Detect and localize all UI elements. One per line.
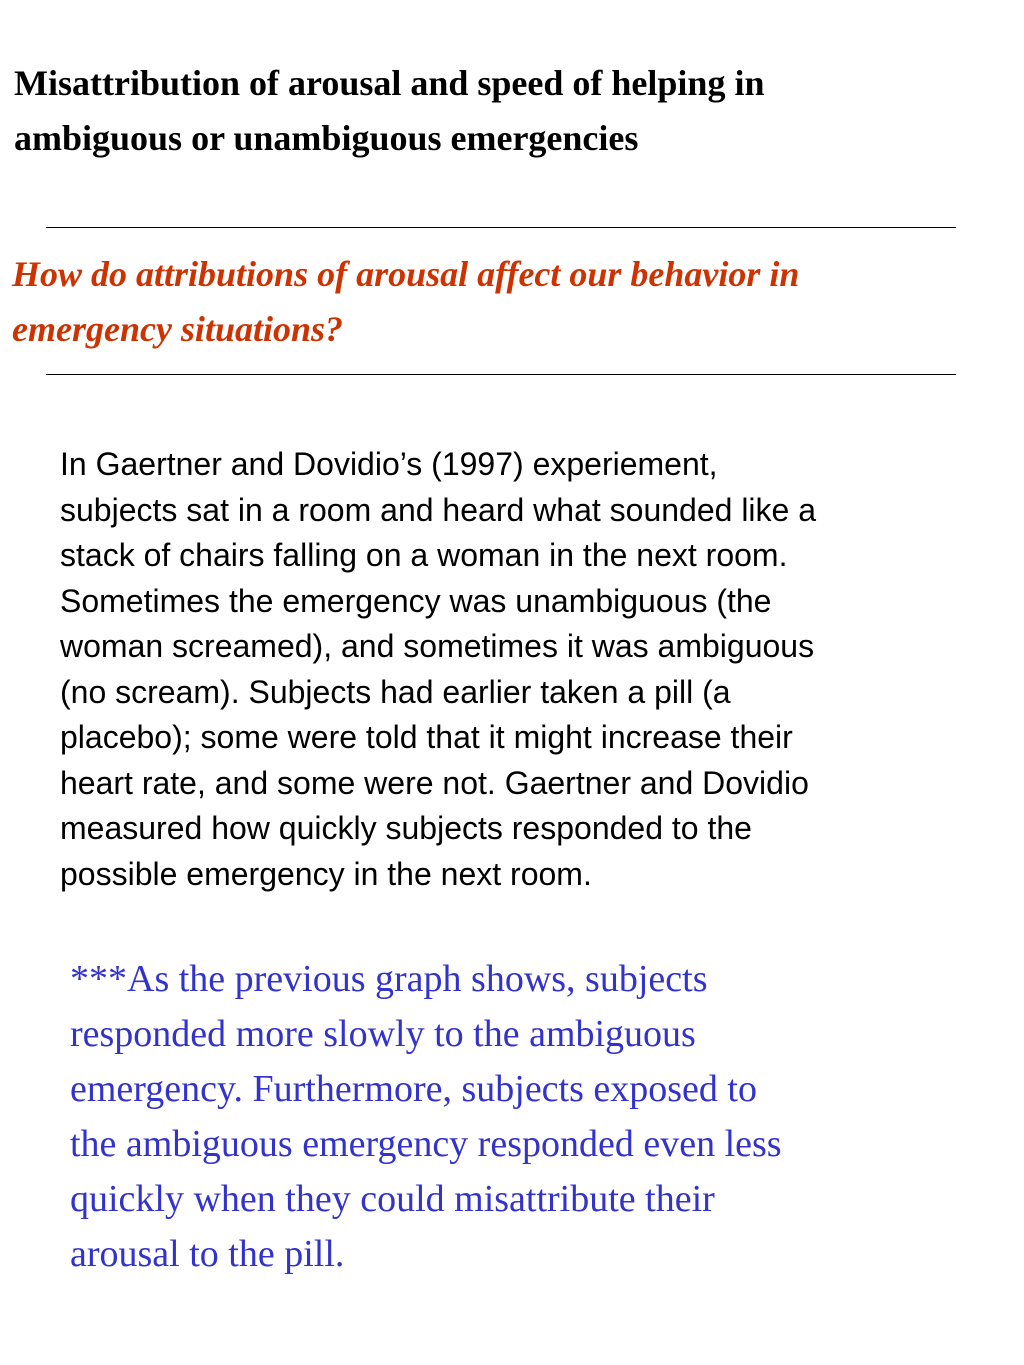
slide-title-line: ambiguous or unambiguous emergencies [14,118,639,158]
graph-note-line: responded more slowly to the ambiguous [70,1013,696,1055]
graph-note-line: the ambiguous emergency responded even less [70,1123,782,1165]
graph-note-line: arousal to the pill. [70,1233,345,1275]
description-line: subjects sat in a room and heard what sounded like a [60,491,817,528]
description-line: stack of chairs falling on a woman in the next room. [60,537,788,573]
graph-note-line: ***As the previous graph shows, subjects [70,958,708,1000]
graph-note-line: emergency. Furthermore, subjects exposed to [70,1068,757,1110]
experiment-description [60,442,980,897]
slide-title-line: Misattribution of arousal and speed of helping in [14,63,765,103]
description-line: measured how quickly subjects responded to the [60,810,752,846]
top-divider [46,227,956,228]
description-line: heart rate, and some were not. Gaertner and Dovidio [60,764,809,801]
description-line: Sometimes the emergency was unambiguous (the [60,582,772,619]
description-line: possible emergency in the next room. [60,855,592,892]
graph-note [70,952,970,1282]
description-line: (no scream). Subjects had earlier taken a pill (a [60,673,731,710]
description-line: In Gaertner and Dovidio’s (1997) experiement, [60,446,718,482]
graph-note-line: quickly when they could misattribute their [70,1178,715,1220]
bottom-divider [46,374,956,375]
slide-title [14,56,1004,166]
description-line: woman screamed), and sometimes it was ambiguous [60,628,815,664]
guiding-question-line: How do attributions of arousal affect our behavior in [12,254,800,294]
guiding-question [12,247,1017,357]
guiding-question-line: emergency situations? [12,309,343,349]
description-line: placebo); some were told that it might increase their [60,719,793,755]
